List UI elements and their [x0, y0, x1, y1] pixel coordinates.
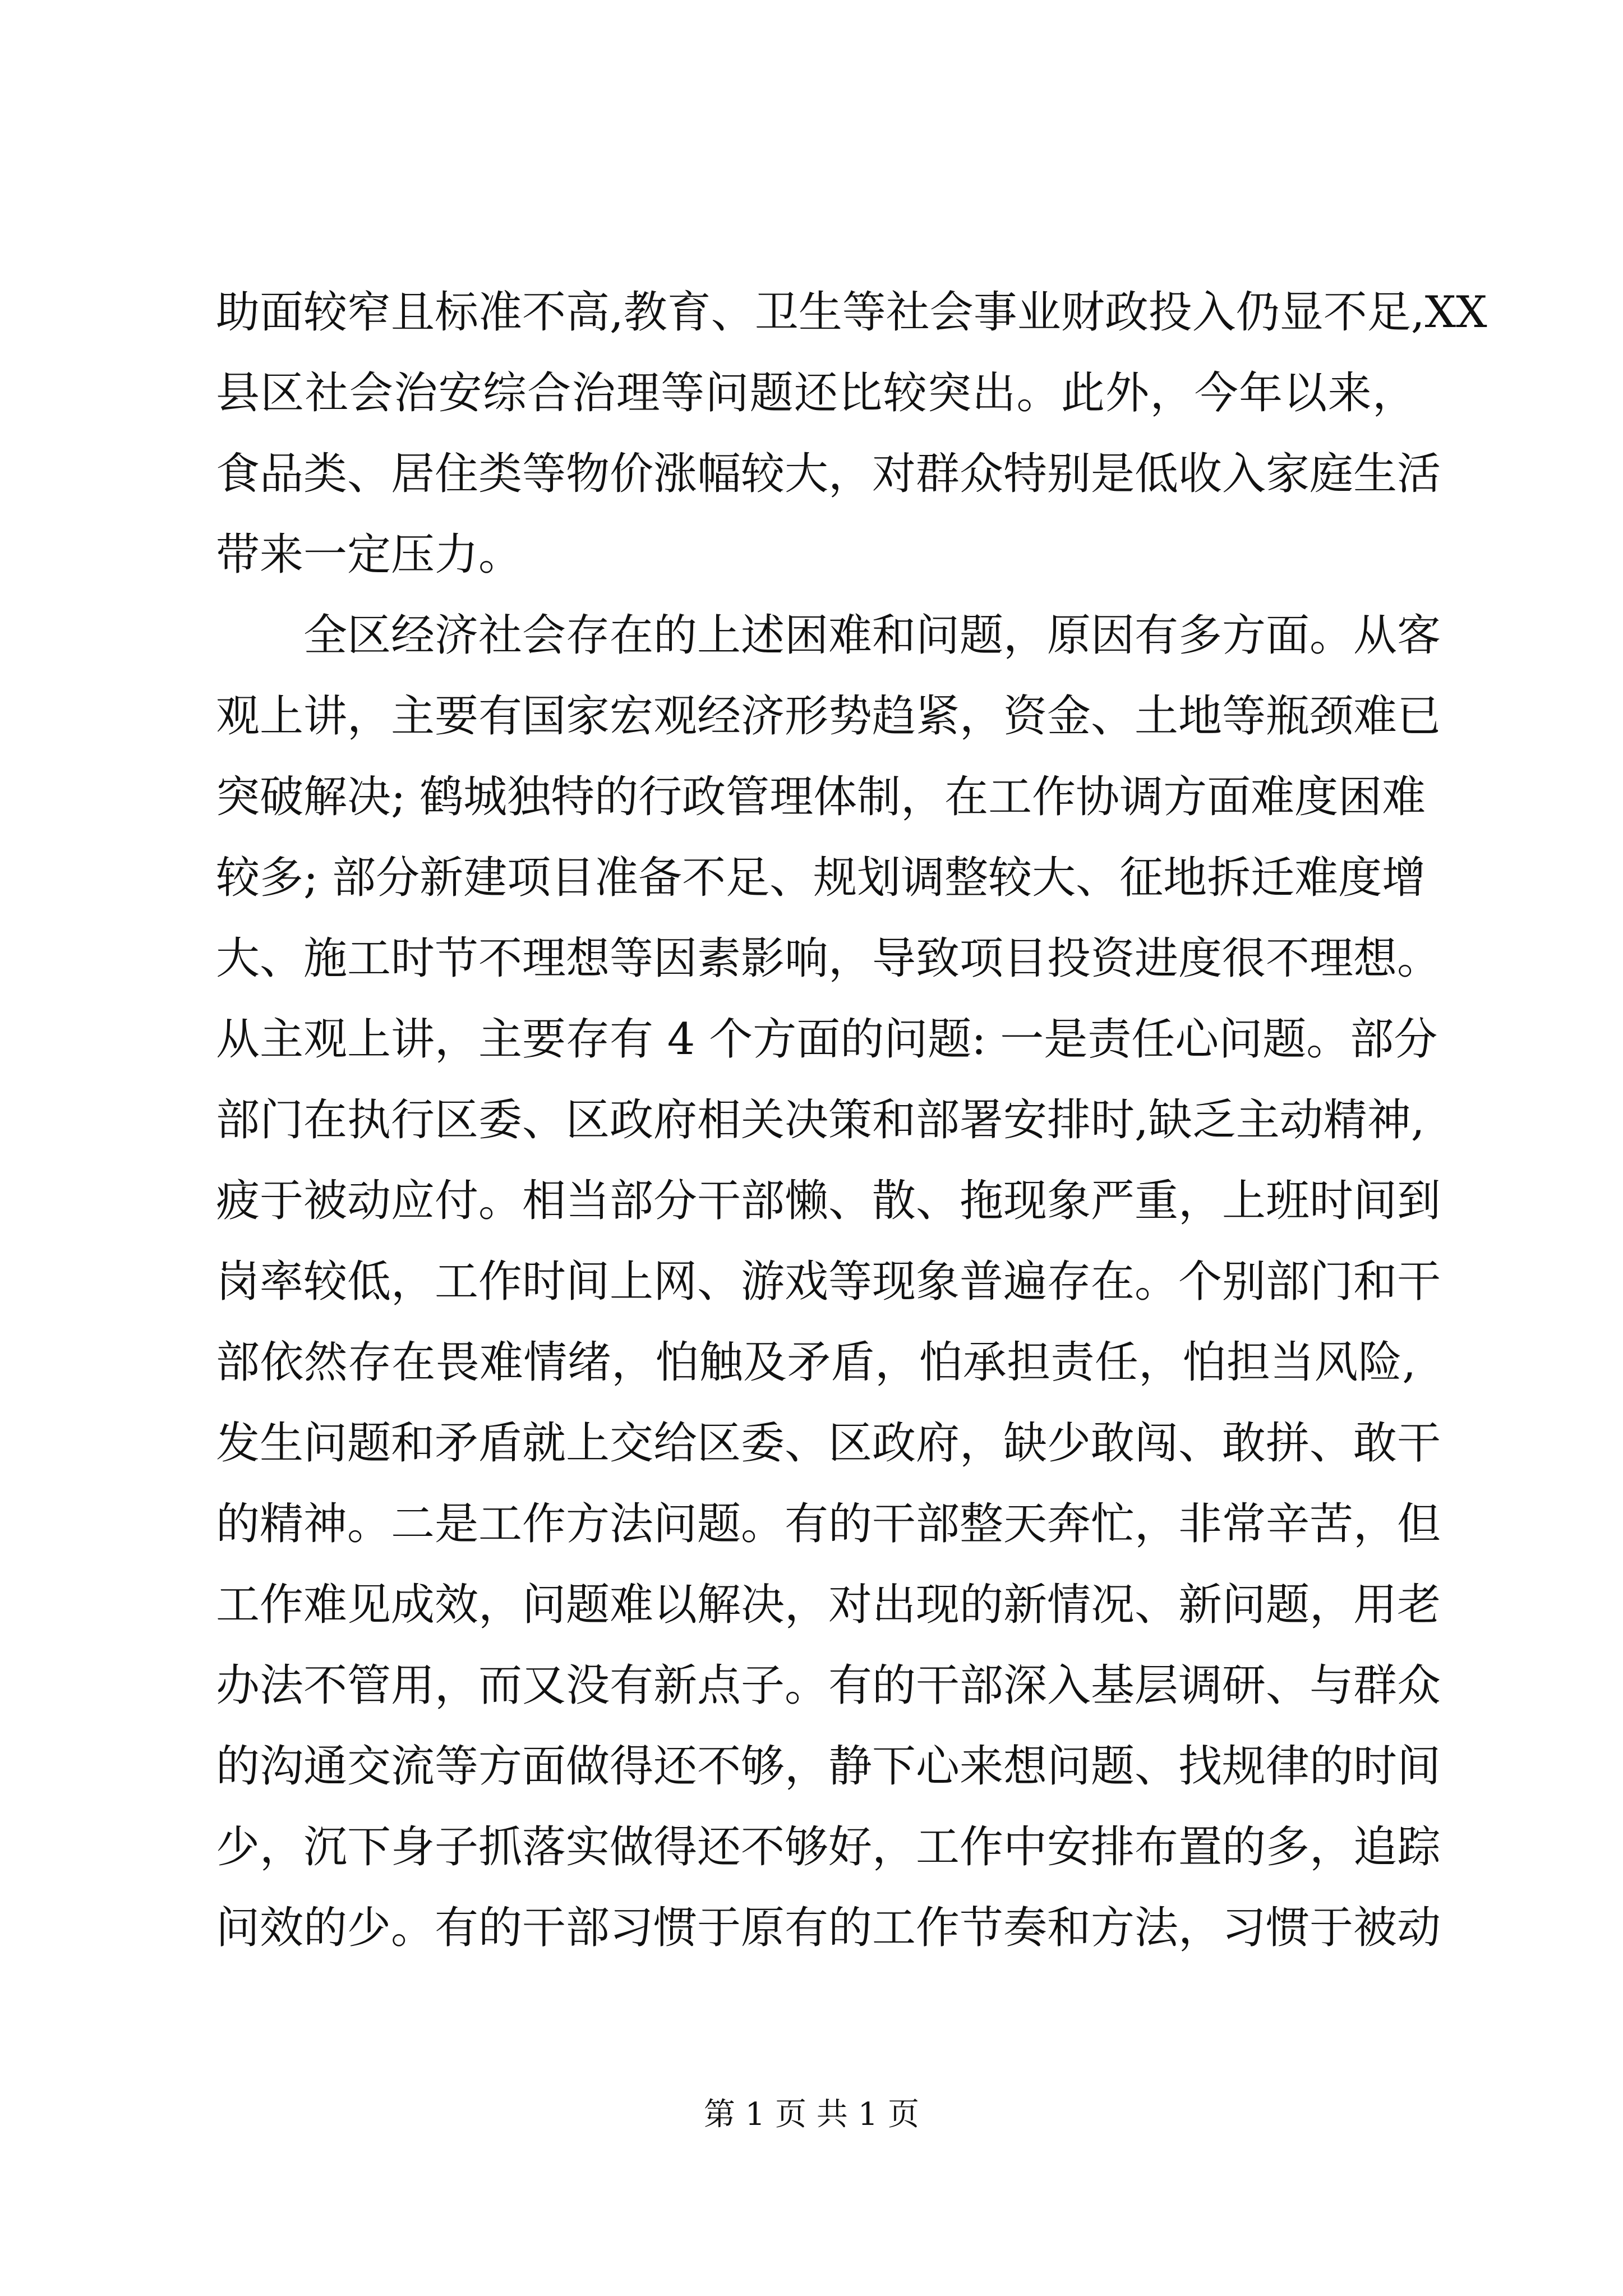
text-line: 助面较窄且标准不高,教育、卫生等社会事业财政投入仍显不足,XX	[216, 287, 1487, 338]
text-line: 的沟通交流等方面做得还不够，静下心来想问题、找规律的时间	[216, 1741, 1441, 1792]
paragraph	[216, 595, 1441, 1968]
text-line: 部依然存在畏难情绪，怕触及矛盾，怕承担责任，怕担当风险,	[216, 1337, 1416, 1388]
text-line: 带来一定压力。	[216, 530, 523, 580]
text-line: 观上讲，主要有国家宏观经济形势趋紧，资金、土地等瓶颈难已	[216, 691, 1441, 742]
text-line: 发生问题和矛盾就上交给区委、区政府，缺少敢闯、敢拼、敢干	[216, 1418, 1441, 1469]
document-body	[216, 272, 1487, 1968]
text-line: 大、施工时节不理想等因素影响，导致项目投资进度很不理想。	[216, 933, 1441, 984]
page-footer	[0, 2095, 1623, 2134]
text-line: 突破解决; 鹤城独特的行政管理体制，在工作协调方面难度困难	[216, 772, 1426, 822]
text-line: 少，沉下身子抓落实做得还不够好，工作中安排布置的多，追踪	[216, 1822, 1441, 1872]
paragraph	[216, 272, 1487, 595]
text-line: 岗率较低，工作时间上网、游戏等现象普遍存在。个别部门和干	[216, 1257, 1441, 1307]
text-line: 办法不管用，而又没有新点子。有的干部深入基层调研、与群众	[216, 1660, 1441, 1711]
text-line: 食品类、居住类等物价涨幅较大，对群众特别是低收入家庭生活	[216, 449, 1441, 499]
page-number-label: 第 1 页 共 1 页	[703, 2096, 920, 2133]
text-line: 的精神。二是工作方法问题。有的干部整天奔忙，非常辛苦，但	[216, 1499, 1441, 1549]
text-line: 县区社会治安综合治理等问题还比较突出。此外，今年以来，	[216, 368, 1416, 418]
text-line: 疲于被动应付。相当部分干部懒、散、拖现象严重，上班时间到	[216, 1176, 1441, 1226]
text-line: 工作难见成效，问题难以解决，对出现的新情况、新问题，用老	[216, 1580, 1441, 1630]
text-line: 问效的少。有的干部习惯于原有的工作节奏和方法，习惯于被动	[216, 1903, 1441, 1953]
text-line: 较多; 部分新建项目准备不足、规划调整较大、征地拆迁难度增	[216, 853, 1426, 903]
text-line: 全区经济社会存在的上述困难和问题，原因有多方面。从客	[303, 610, 1441, 661]
text-line: 部门在执行区委、区政府相关决策和部署安排时,缺乏主动精神,	[216, 1095, 1425, 1145]
text-line: 从主观上讲，主要存有 4 个方面的问题: 一是责任心问题。部分	[216, 1014, 1438, 1065]
